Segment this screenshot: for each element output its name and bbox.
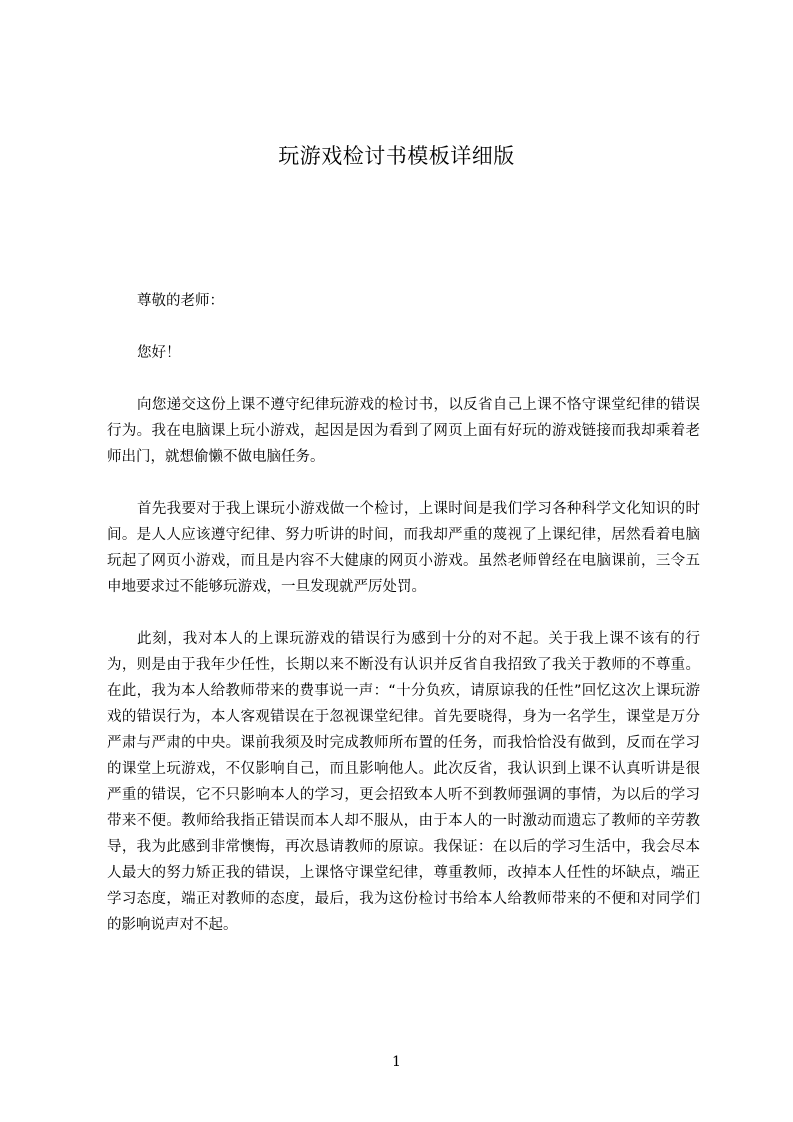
paragraph-reflection: 首先我要对于我上课玩小游戏做一个检讨，上课时间是我们学习各种科学文化知识的时间。是人人应该遵守纪律、努力听讲的时间，而我却严重的蔑视了上课纪律，居然看着电脑玩起了网页小游戏，而且是内容不大健康的网页小游戏。虽然老师曾经在电脑课前，三令五申地要求过不能够玩游戏，一旦发现就严厉处罚。 <box>107 501 700 595</box>
page-title: 玩游戏检讨书模板详细版 <box>278 144 515 168</box>
salutation: 尊敬的老师： <box>137 293 224 309</box>
paragraph-intro: 向您递交这份上课不遵守纪律玩游戏的检讨书，以反省自己上课不恪守课堂纪律的错误行为。我在电脑课上玩小游戏，起因是因为看到了网页上面有好玩的游戏链接而我却乘着老师出门，就想偷懒不做电脑任务。 <box>107 397 700 465</box>
paragraph-apology: 此刻，我对本人的上课玩游戏的错误行为感到十分的对不起。关于我上课不该有的行为，则是由于我年少任性，长期以来不断没有认识并反省自我招致了我关于教师的不尊重。在此，我为本人给教师带来的费事说一声：“十分负疚，请原谅我的任性”回忆这次上课玩游戏的错误行为，本人客观错误在于忽视课堂纪律。首先要晓得，身为一名学生，课堂是万分严肃与严肃的中央。课前我须及时完成教师所布置的任务，而我恰恰没有做到，反而在学习的课堂上玩游戏，不仅影响自己，而且影响他人。此次反省，我认识到上课不认真听讲是很严重的错误，它不只影响本人的学习，更会招致本人听不到教师强调的事情，为以后的学习带来不便。教师给我指正错误而本人却不服从，由于本人的一时激动而遗忘了教师的辛劳教导，我为此感到非常懊悔，再次恳请教师的原谅。我保证：在以后的学习生活中，我会尽本人最大的努力矫正我的错误，上课恪守课堂纪律，尊重教师，改掉本人任性的坏缺点，端正学习态度，端正对教师的态度，最后，我为这份检讨书给本人给教师带来的不便和对同学们的影响说声对不起。 <box>107 631 700 933</box>
document-body <box>107 288 700 964</box>
greeting: 您好！ <box>137 345 181 361</box>
page-number: 1 <box>392 1054 401 1070</box>
